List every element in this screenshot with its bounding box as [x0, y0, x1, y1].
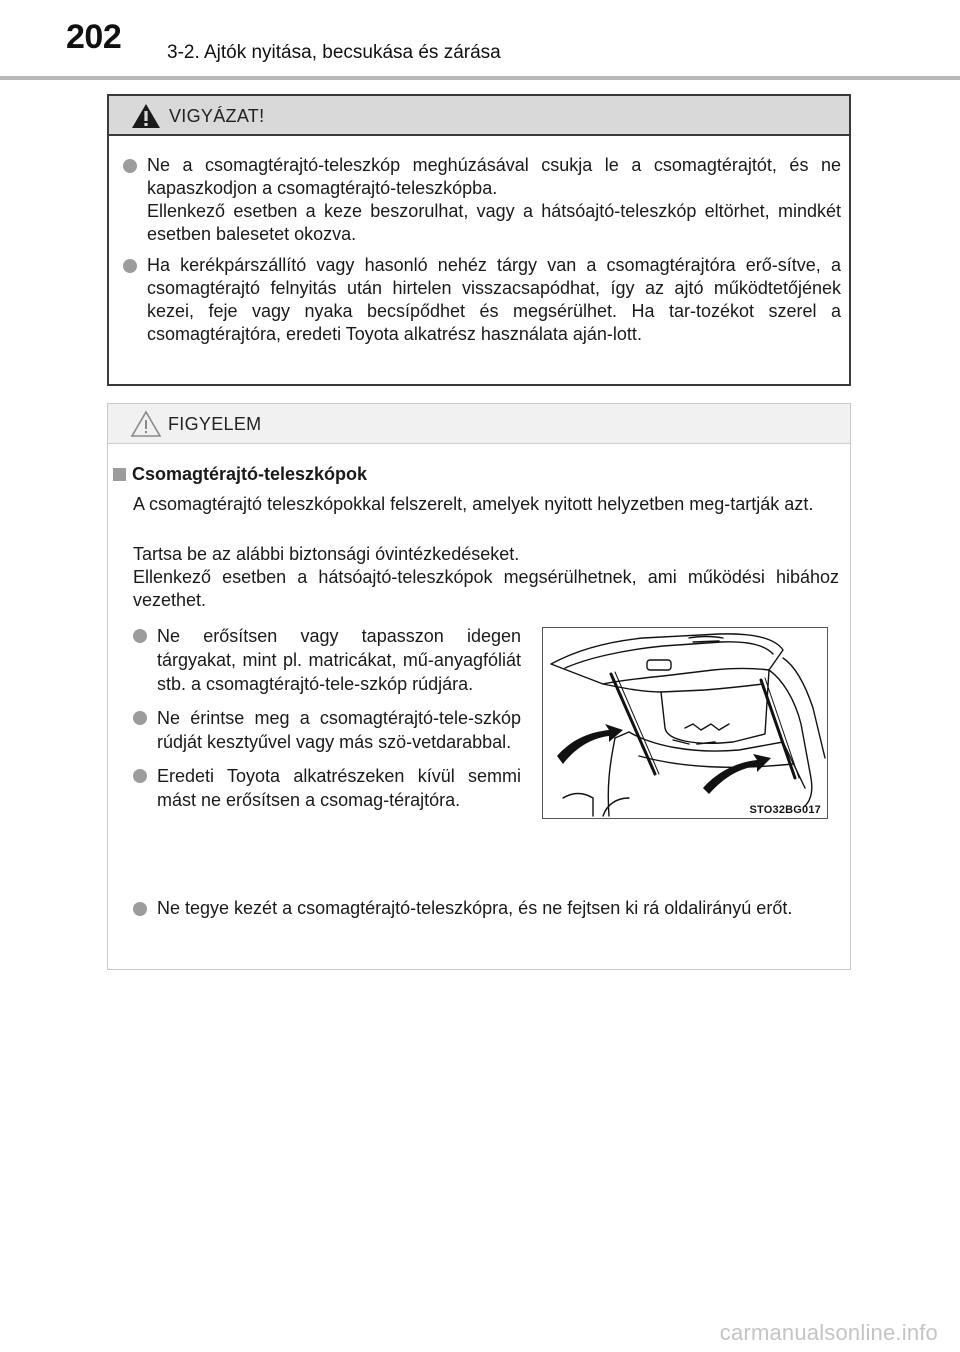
warning-item-line: Ne a csomagtérajtó-teleszkóp meghúzásával csukja le a csomagtérajtót, és ne kapaszkodjon a csomagtérajtó-teleszkópba.	[147, 155, 841, 198]
warning-list	[123, 154, 841, 354]
warning-title: VIGYÁZAT!	[169, 106, 265, 126]
warning-item-line: Ellenkező esetben a keze beszorulhat, vagy a hátsóajtó-teleszkóp eltörhet, mindkét esetben balesetet okozva.	[147, 201, 841, 244]
notice-title: FIGYELEM	[168, 414, 262, 434]
page-number: 202	[66, 18, 122, 56]
warning-item-line: Ha kerékpárszállító vagy hasonló nehéz tárgy van a csomagtérajtóra erő-sítve, a csomagtérajtó felnyitás után hirtelen visszacsapódhat, így az ajtó működtetőjének kezei, feje vagy nyaka becsípődhet és megsérülhet. Ha tar-tozékot szerel a csomagtérajtóra, eredeti Toyota alkatrész használata aján-lott.	[147, 255, 841, 344]
warning-item	[123, 254, 841, 346]
bullet-dot-icon	[133, 629, 147, 643]
header-rule	[0, 76, 960, 80]
notice-bullet-text: Eredeti Toyota alkatrészeken kívül semmi mást ne erősítsen a csomag-térajtóra.	[157, 766, 521, 810]
warning-box	[107, 94, 851, 386]
notice-instruction-1: Tartsa be az alábbi biztonsági óvintézkedéseket.	[133, 544, 520, 564]
square-bullet-icon	[113, 468, 126, 481]
notice-bullet-item	[133, 897, 841, 920]
section-title: 3-2. Ajtók nyitása, becsukása és zárása	[167, 42, 501, 63]
figure-caption: STO32BG017	[749, 804, 821, 816]
warning-header	[109, 96, 849, 136]
bullet-dot-icon	[133, 902, 147, 916]
notice-bullet-text: Ne tegye kezét a csomagtérajtó-teleszkópra, és ne fejtsen ki rá oldalirányú erőt.	[157, 898, 793, 918]
notice-instruction-2: Ellenkező esetben a hátsóajtó-teleszkópok megsérülhetnek, ami működési hibához vezethet.	[133, 567, 839, 610]
warning-item	[123, 154, 841, 246]
notice-header	[108, 404, 850, 444]
bullet-dot-icon	[133, 711, 147, 725]
watermark: carmanualsonline.info	[719, 1320, 938, 1345]
tailgate-strut-illustration	[542, 627, 828, 819]
notice-bullet-text: Ne erősítsen vagy tapasszon idegen tárgyakat, mint pl. matricákat, mű-anyagfóliát stb. a csomagtérajtó-tele-szkóp rúdjára.	[157, 626, 521, 694]
bullet-dot-icon	[123, 259, 137, 273]
warning-triangle-icon	[131, 103, 161, 129]
notice-bullet-text: Ne érintse meg a csomagtérajtó-tele-szkóp rúdját kesztyűvel vagy más szö-vetdarabbal.	[157, 708, 521, 752]
notice-bullet-item	[133, 764, 521, 812]
notice-subheading-text: Csomagtérajtó-teleszkópok	[132, 464, 368, 484]
notice-bullet-item	[133, 706, 521, 754]
notice-bullet-item	[133, 624, 521, 696]
bullet-dot-icon	[133, 769, 147, 783]
bullet-dot-icon	[123, 159, 137, 173]
notice-last-bullet-list	[133, 897, 841, 928]
tailgate-drawing	[543, 628, 826, 817]
caution-triangle-icon	[130, 410, 162, 438]
notice-subheading	[113, 464, 367, 485]
notice-intro: A csomagtérajtó teleszkópokkal felszerelt, amelyek nyitott helyzetben meg-tartják azt.	[133, 494, 814, 514]
notice-bullet-list	[133, 624, 521, 820]
